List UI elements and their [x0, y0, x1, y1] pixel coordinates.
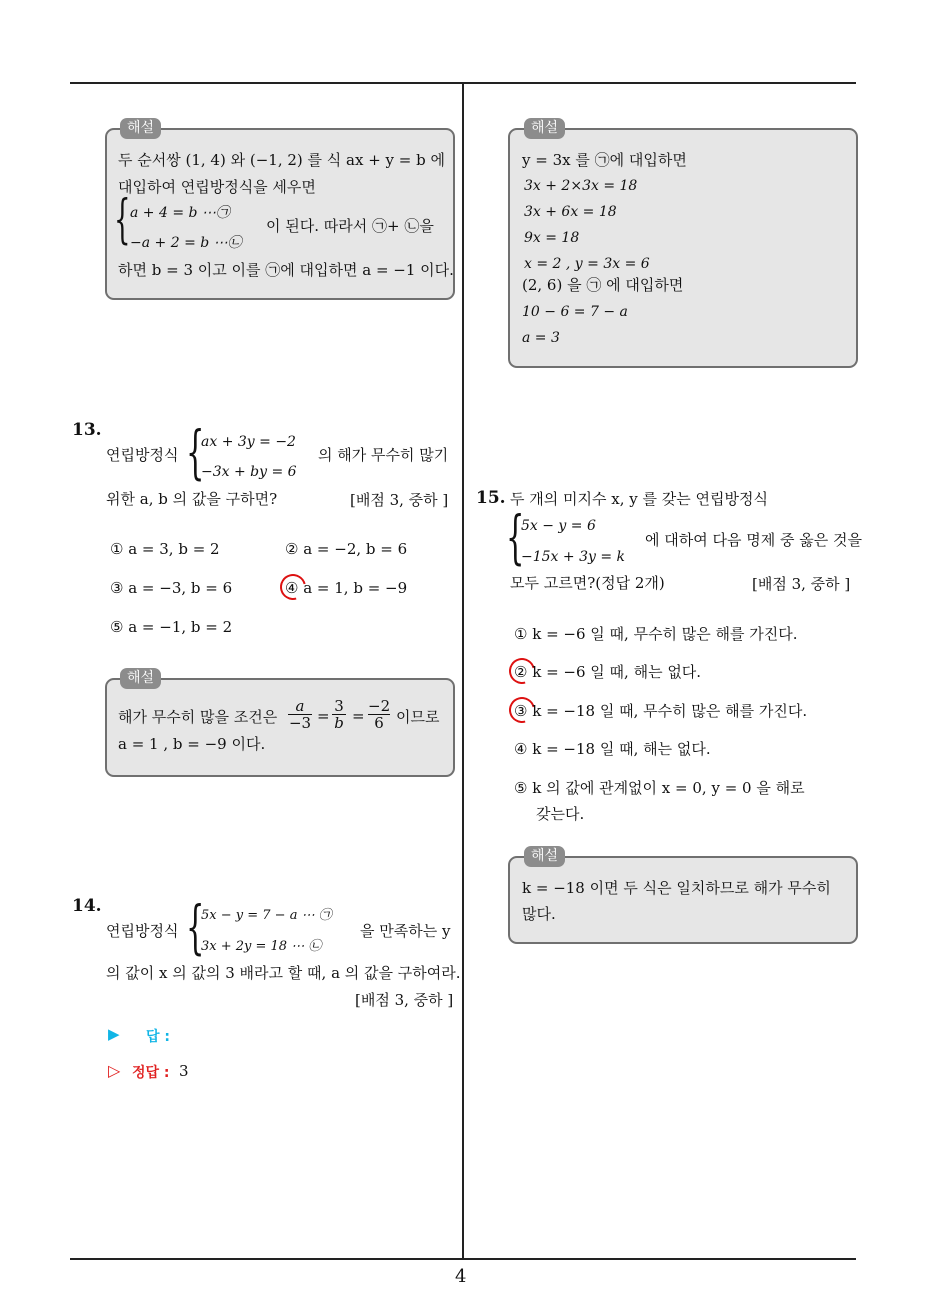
- explanation-line: 많다.: [522, 905, 556, 923]
- explanation-line: 해가 무수히 많을 조건은: [118, 708, 278, 726]
- correct-label: 정답 :: [132, 1065, 170, 1081]
- explanation-line: 9x = 18: [524, 230, 580, 246]
- explanation-line: 이 된다. 따라서 ㉠+ ㉡을: [266, 217, 434, 235]
- question-text: 연립방정식: [106, 922, 179, 940]
- answer-option[interactable]: ① a = 3, b = 2: [110, 540, 220, 558]
- equation-line: 5x − y = 6: [521, 518, 596, 534]
- explanation-tag: 해설: [120, 118, 161, 139]
- fraction-numerator: −2: [368, 697, 391, 715]
- equation-line: ax + 3y = −2: [201, 434, 296, 450]
- explanation-line: a = 1 , b = −9 이다.: [118, 735, 266, 753]
- fraction-denominator: −3: [288, 714, 312, 732]
- answer-option[interactable]: ④ k = −18 일 때, 해는 없다.: [514, 740, 711, 758]
- explanation-line: 3x + 2×3x = 18: [524, 178, 638, 194]
- question-text: 에 대하여 다음 명제 중 옳은 것을: [645, 531, 862, 549]
- fraction: [332, 698, 346, 731]
- bottom-rule: [70, 1258, 856, 1260]
- question-number: 14.: [72, 896, 102, 916]
- question-text: 을 만족하는 y: [360, 922, 451, 940]
- explanation-line: 이므로: [396, 708, 440, 726]
- correct-value: 3: [179, 1062, 189, 1080]
- explanation-tag: 해설: [524, 846, 565, 867]
- system-brace: {: [114, 190, 131, 250]
- equals-sign: =: [317, 707, 330, 725]
- question-text: 모두 고르면?(정답 2개): [510, 574, 665, 592]
- explanation-box-15: [508, 856, 858, 944]
- explanation-box-13: [105, 678, 455, 777]
- answer-option[interactable]: ③ a = −3, b = 6: [110, 579, 233, 597]
- equation-line: a + 4 = b ⋯㉠: [130, 205, 230, 221]
- explanation-line: x = 2 , y = 3x = 6: [524, 256, 650, 272]
- column-divider: [462, 83, 464, 1259]
- equation-line: −3x + by = 6: [201, 464, 297, 480]
- answer-option[interactable]: ① k = −6 일 때, 무수히 많은 해를 가진다.: [514, 625, 798, 643]
- answer-label: 답 :: [146, 1029, 170, 1045]
- page-number: 4: [455, 1266, 467, 1287]
- question-number: 13.: [72, 420, 102, 440]
- equation-line: −a + 2 = b ⋯㉡: [130, 235, 242, 251]
- answer-arrow-icon: ▶: [108, 1025, 120, 1043]
- fraction-denominator: 6: [374, 714, 384, 732]
- explanation-line: 대입하여 연립방정식을 세우면: [118, 178, 316, 196]
- explanation-line: 3x + 6x = 18: [524, 204, 617, 220]
- answer-option[interactable]: ② k = −6 일 때, 해는 없다.: [514, 663, 702, 681]
- answer-option[interactable]: ⑤ a = −1, b = 2: [110, 618, 233, 636]
- question-text: 두 개의 미지수 x, y 를 갖는 연립방정식: [510, 490, 768, 508]
- explanation-line: 하면 b = 3 이고 이를 ㉠에 대입하면 a = −1 이다.: [118, 261, 454, 279]
- fraction-numerator: 3: [332, 698, 346, 715]
- explanation-line: y = 3x 를 ㉠에 대입하면: [522, 151, 687, 169]
- equals-sign: =: [352, 707, 365, 725]
- explanation-line: k = −18 이면 두 식은 일치하므로 해가 무수히: [522, 879, 831, 897]
- fraction-denominator: b: [334, 714, 344, 732]
- explanation-line: 10 − 6 = 7 − a: [522, 304, 628, 320]
- question-text: 위한 a, b 의 값을 구하면?: [106, 490, 278, 508]
- fraction-numerator: a: [288, 698, 312, 715]
- question-text: 의 값이 x 의 값의 3 배라고 할 때, a 의 값을 구하여라.: [106, 964, 461, 982]
- question-number: 15.: [476, 488, 506, 508]
- answer-option[interactable]: ⑤ k 의 값에 관계없이 x = 0, y = 0 을 해로: [514, 779, 805, 797]
- fraction: [288, 698, 312, 731]
- question-text: 의 해가 무수히 많기: [318, 446, 449, 464]
- answer-option[interactable]: ③ k = −18 일 때, 무수히 많은 해를 가진다.: [514, 702, 808, 720]
- question-meta: [배점 3, 중하 ]: [752, 575, 851, 593]
- fraction: [368, 698, 390, 731]
- answer-option[interactable]: ② a = −2, b = 6: [285, 540, 408, 558]
- question-meta: [배점 3, 중하 ]: [350, 491, 449, 509]
- explanation-line: 두 순서쌍 (1, 4) 와 (−1, 2) 를 식 ax + y = b 에: [118, 151, 445, 169]
- equation-line: 3x + 2y = 18 ⋯ ㉡: [201, 939, 322, 954]
- question-text: 연립방정식: [106, 446, 179, 464]
- question-meta: [배점 3, 중하 ]: [355, 991, 454, 1009]
- explanation-line: (2, 6) 을 ㉠ 에 대입하면: [522, 276, 684, 294]
- system-brace: {: [186, 893, 205, 961]
- correct-arrow-icon: ▷: [108, 1061, 121, 1080]
- system-brace: {: [506, 503, 525, 571]
- equation-line: −15x + 3y = k: [521, 549, 626, 565]
- explanation-tag: 해설: [524, 118, 565, 139]
- explanation-line: a = 3: [522, 330, 560, 346]
- answer-option-continued: 갖는다.: [536, 805, 585, 823]
- answer-option[interactable]: ④ a = 1, b = −9: [285, 579, 408, 597]
- system-brace: {: [186, 418, 205, 486]
- explanation-tag: 해설: [120, 668, 161, 689]
- equation-line: 5x − y = 7 − a ⋯ ㉠: [201, 908, 332, 923]
